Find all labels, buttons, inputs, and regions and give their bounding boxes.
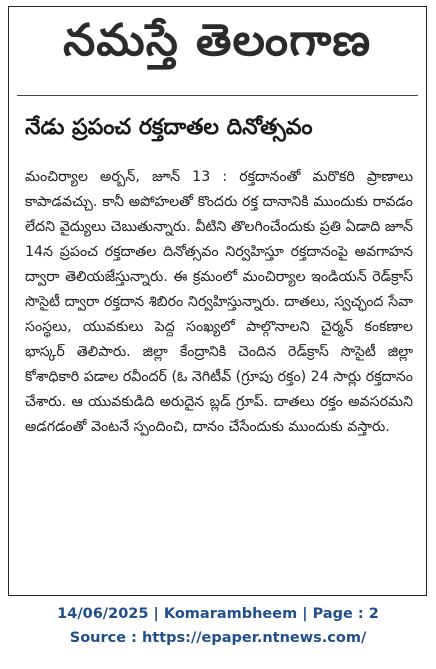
masthead-divider <box>17 95 418 96</box>
article-headline: నేడు ప్రపంచ రక్తదాతల దినోత్సవం <box>25 115 313 140</box>
news-clipping <box>8 6 427 596</box>
footer-source-link[interactable]: Source : https://epaper.ntnews.com/ <box>69 630 367 646</box>
masthead-logo-text: నమస్తే తెలంగాణ <box>63 15 372 66</box>
article-paragraph: మంచిర్యాల అర్బన్, జూన్ 13 : రక్తదానంతో మరొకరి ప్రాణాలు కాపాడవచ్చు. కానీ అపోహలతో కొందరు రక్త దానానికి ముందుకు రావడం లేదని వైద్యులు చెబుతున్నారు. వీటిని తొలగించేందుకు ప్రతి ఏడాది జూన్ 14న ప్రపంచ రక్తదాతల దినోత్సవం నిర్వహిస్తూ రక్తదానంపై అవగాహన ద్వారా తెలియజేస్తున్నారు. ఈ క్రమంలో మంచిర్యాల ఇండియన్ రెడ్‌క్రాస్ సొసైటీ ద్వారా రక్తదాన శిబిరం నిర్వహిస్తున్నారు. దాతలు, స్వచ్ఛంద సేవా సంస్థలు, యువకులు పెద్ద సంఖ్యలో పాల్గొనాలని చైర్మన్ కంకణాల భాస్కర్ తెలిపారు. జిల్లా కేంద్రానికి చెందిన రెడ్‌క్రాస్ సొసైటీ జిల్లా కోశాధికారి పడాల రవీందర్ (ఓ నెగిటీవ్ (గ్రూపు రక్తం) 24 సార్లు రక్తదానం చేశారు. ఆ యువకుడిది అరుదైన బ్లడ్ గ్రూప్. దాతలు రక్తం అవసరమని అడగడంతో వెంటనే స్పందించి, దానం చేసేందుకు ముందుకు వస్తారు. <box>25 169 413 435</box>
article-body <box>25 165 413 440</box>
footer-date-edition-page: 14/06/2025 | Komarambheem | Page : 2 <box>57 606 379 622</box>
newspaper-masthead <box>9 7 426 85</box>
